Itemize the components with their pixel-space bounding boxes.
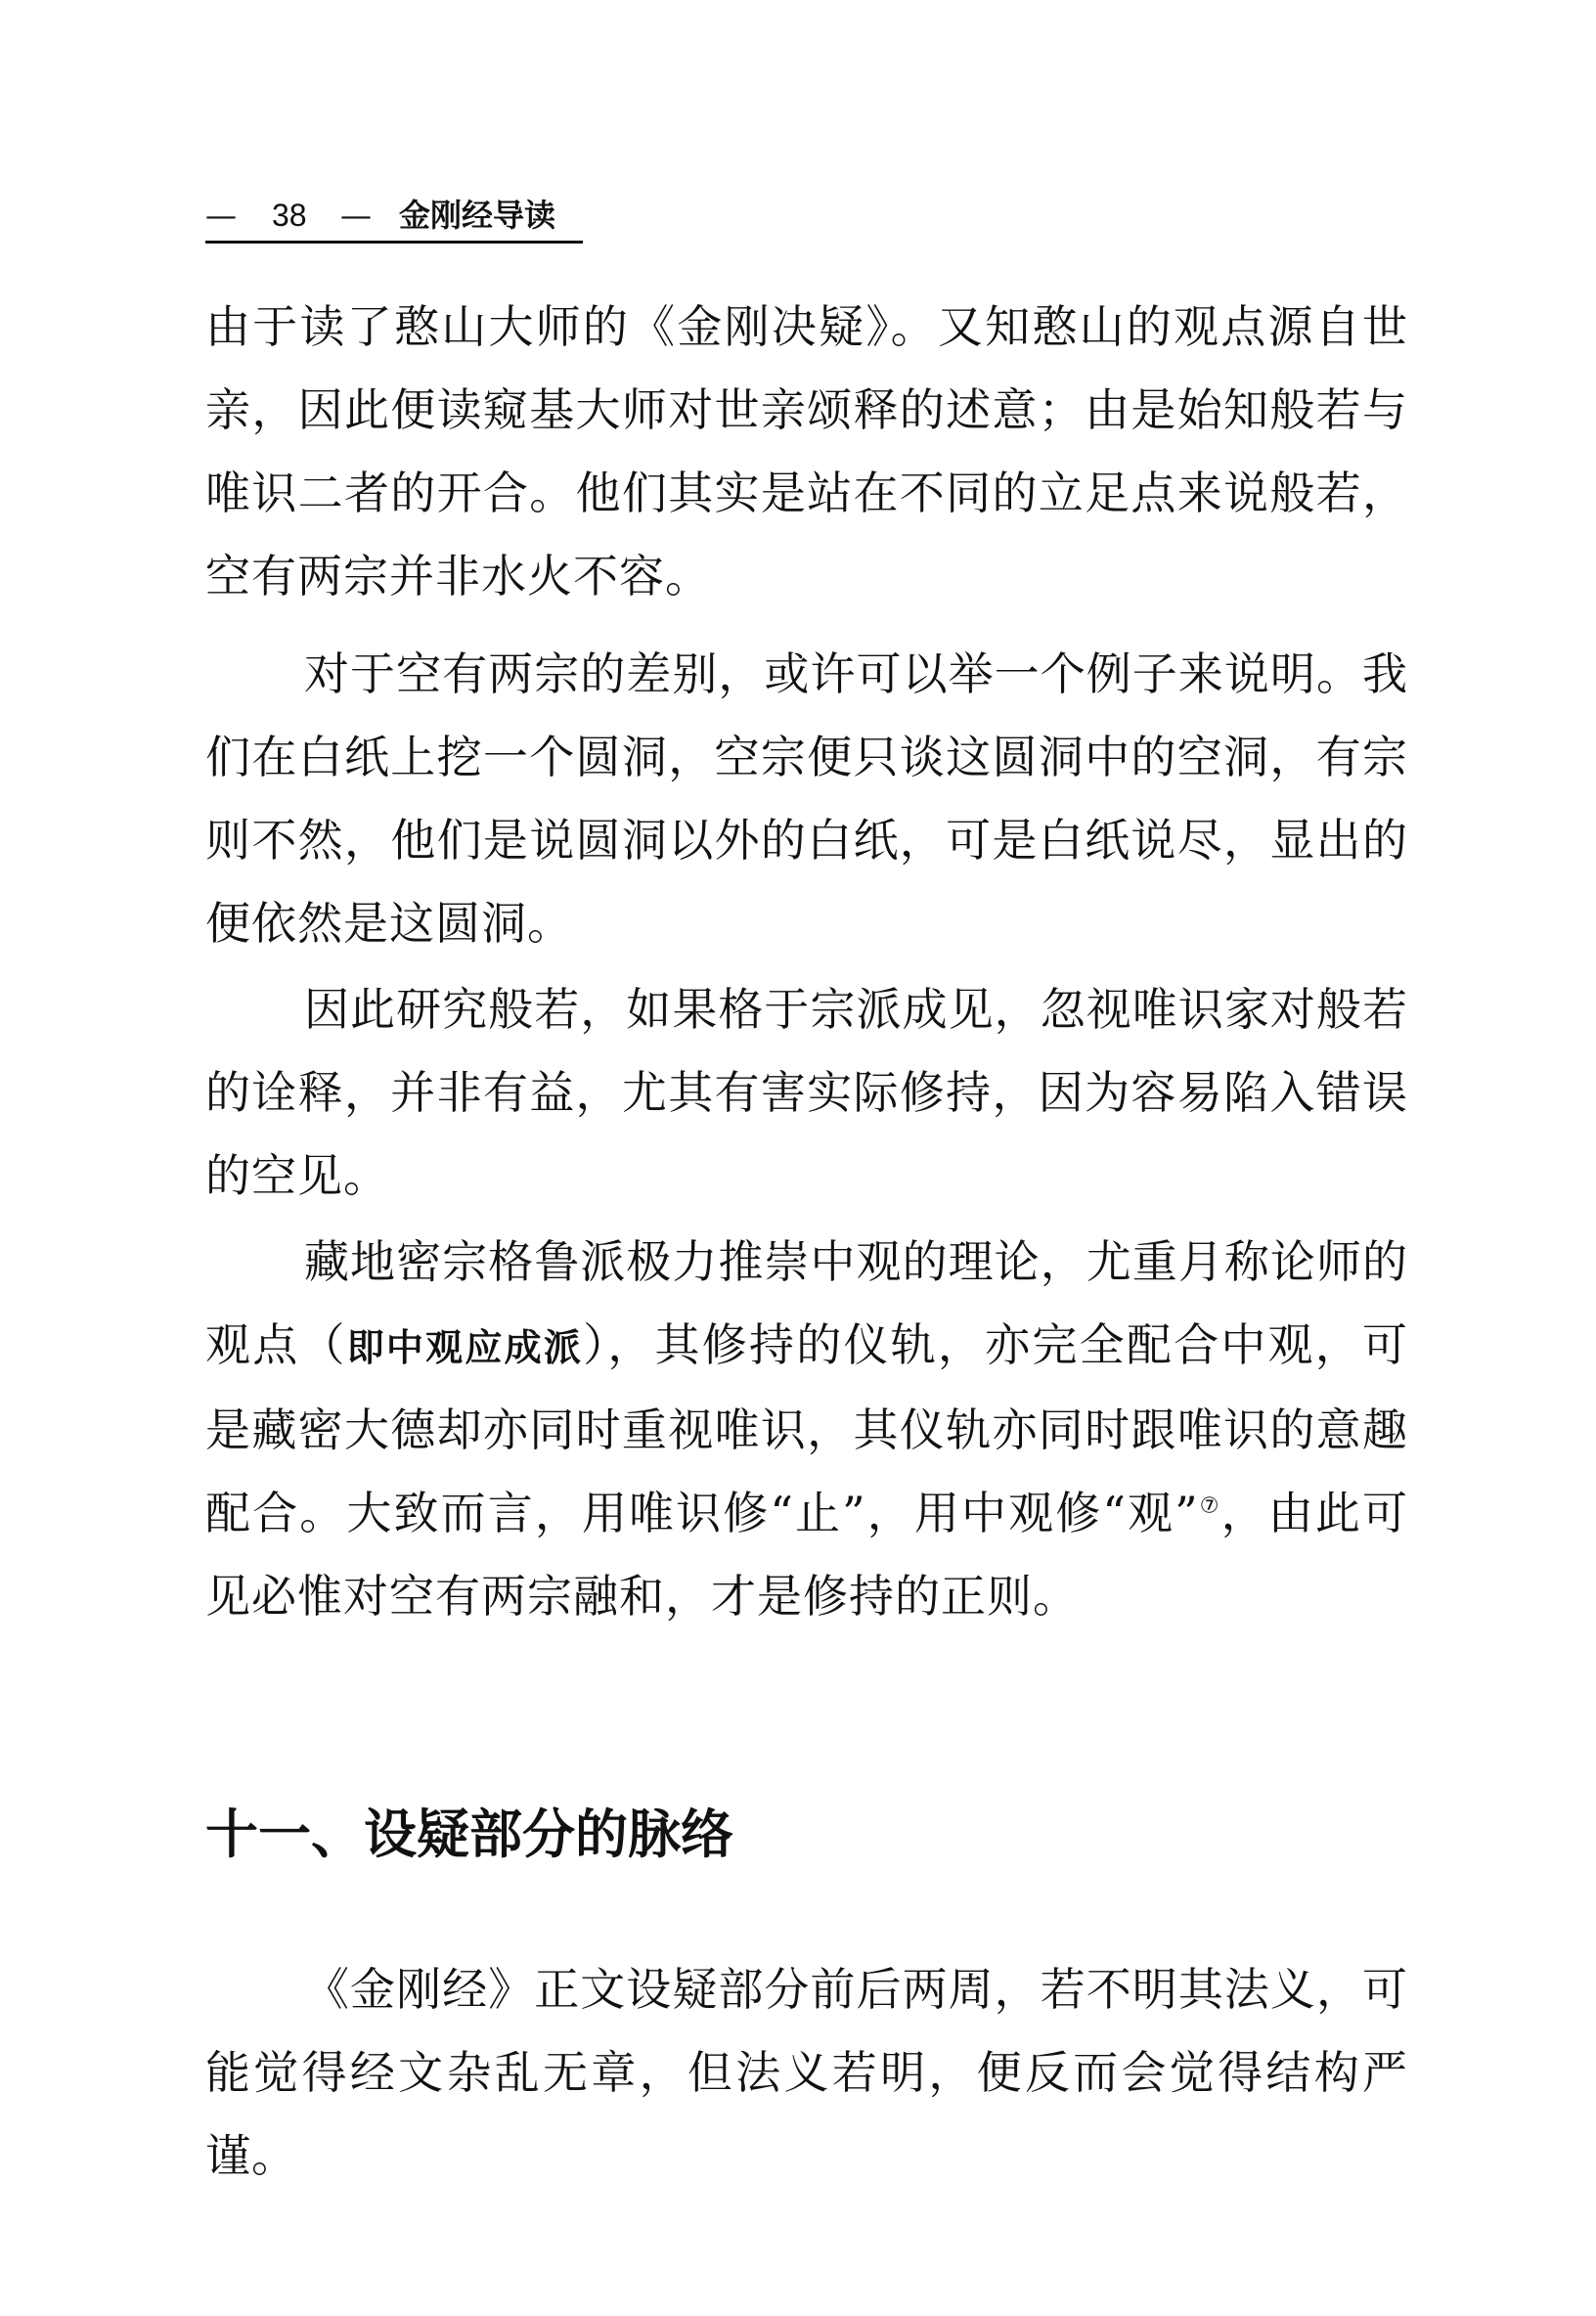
header-underline — [205, 241, 583, 244]
paragraph-2: 对于空有两宗的差别，或许可以举一个例子来说明。我们在白纸上挖一个圆洞，空宗便只谈这圆洞中的空洞，有宗则不然，他们是说圆洞以外的白纸，可是白纸说尽，显出的便依然是这圆洞。 — [205, 647, 1408, 950]
paragraph-1: 由于读了憨山大师的《金刚决疑》。又知憨山的观点源自世亲，因此便读窥基大师对世亲颂释的述意；由是始知般若与唯识二者的开合。他们其实是站在不同的立足点来说般若，空有两宗并非水火不容。 — [205, 300, 1408, 602]
paragraph-4-part-a: 藏地密宗格鲁派极力推崇中观的理论，尤重月称论师的观点（ — [205, 1235, 1408, 1371]
paragraph-4-part-b: ），其修持的仪轨，亦完全配合中观，可是藏密大德却亦同时重视唯识，其仪轨亦同时跟唯识的意趣配合。大致而言，用唯识修“止”，用中观修“观” — [205, 1318, 1409, 1539]
paragraph-3: 因此研究般若，如果格于宗派成见，忽视唯识家对般若的诠释，并非有益，尤其有害实际修持，因为容易陷入错误的空见。 — [205, 983, 1408, 1202]
running-header — [205, 194, 597, 245]
section-heading: 十一、设疑部分的脉络 — [205, 1804, 733, 1865]
paragraph-4-part-c: ，由此可见必惟对空有两宗融和，才是修持的正则。 — [205, 1487, 1408, 1623]
header-dash-right: — — [340, 197, 372, 234]
section-paragraph: 《金刚经》正文设疑部分前后两周，若不明其法义，可能觉得经文杂乱无章，但法义若明，便反而会觉得结构严谨。 — [205, 1963, 1408, 2182]
paragraph-4-note: 即中观应成派 — [346, 1325, 584, 1369]
paragraph-4 — [205, 1221, 1408, 1638]
book-title: 金刚经导读 — [399, 197, 556, 234]
footnote-marker: ⑦ — [1198, 1493, 1221, 1519]
page-number: 38 — [272, 198, 307, 233]
header-dash-left: — — [205, 197, 237, 234]
